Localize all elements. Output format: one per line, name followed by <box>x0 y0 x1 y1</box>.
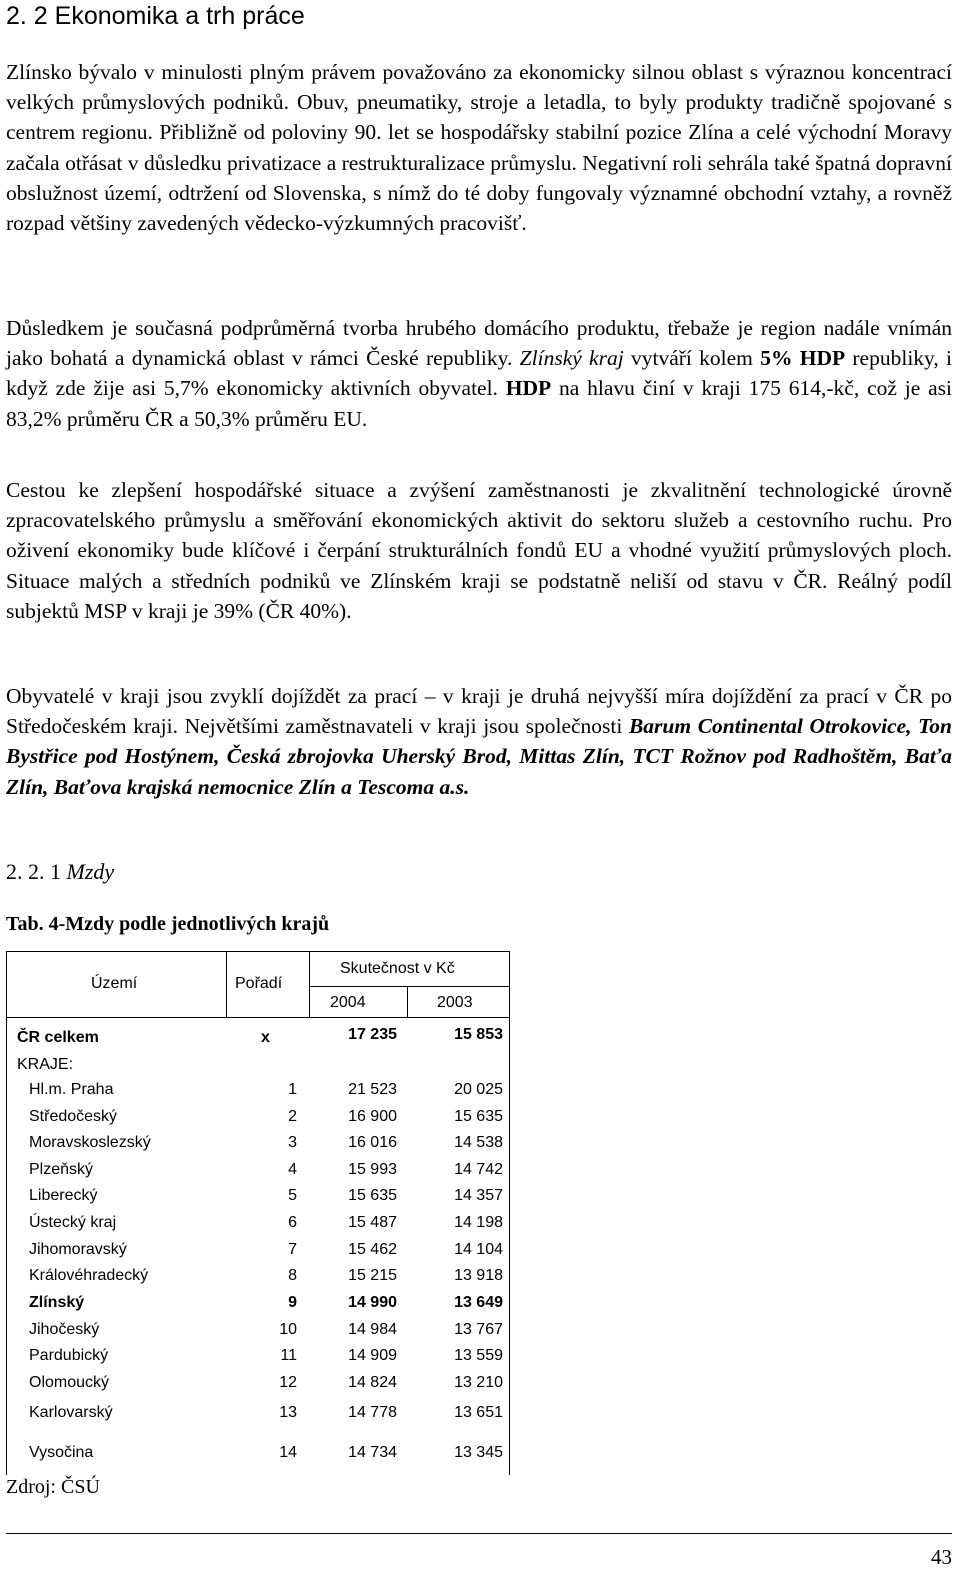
region-wage-2004: 15 993 <box>348 1161 397 1178</box>
region-wage-2004: 14 824 <box>348 1374 397 1391</box>
region-wage-2003: 13 210 <box>454 1374 503 1391</box>
region-wage-2004: 15 635 <box>348 1187 397 1204</box>
region-name: Olomoucký <box>29 1374 110 1391</box>
total-2004: 17 235 <box>348 1026 397 1043</box>
section-label: KRAJE: <box>17 1056 74 1073</box>
header-2003: 2003 <box>437 994 473 1011</box>
section-heading: 2. 2 Ekonomika a trh práce <box>6 2 305 30</box>
region-wage-2004: 14 734 <box>348 1444 397 1461</box>
paragraph-gdp <box>6 313 952 434</box>
header-actual: Skutečnost v Kč <box>340 960 455 977</box>
paragraph-text: Situace malých a středních podniků ve Zlínském kraji se podstatně neliší od stavu v ČR. <box>6 568 828 593</box>
region-wage-2003: 14 198 <box>454 1214 503 1231</box>
region-name: Liberecký <box>29 1187 98 1204</box>
region-wage-2004: 15 215 <box>348 1267 397 1284</box>
region-name: Karlovarský <box>29 1404 113 1421</box>
paragraph-economy-history <box>6 57 952 238</box>
region-wage-2003: 13 649 <box>454 1294 503 1311</box>
region-wage-2004: 21 523 <box>348 1081 397 1098</box>
region-wage-2004: 14 778 <box>348 1404 397 1421</box>
source-note: Zdroj: ČSÚ <box>6 1476 100 1498</box>
table-divider <box>226 952 227 1017</box>
paragraph-text: republiky, i když zde žije asi 5,7% ekonomicky aktivních obyvatel. <box>6 346 953 401</box>
region-wage-2003: 13 918 <box>454 1267 503 1284</box>
region-wage-2003: 13 345 <box>454 1444 503 1461</box>
region-rank: 13 <box>279 1404 297 1421</box>
region-rank: 2 <box>288 1108 297 1125</box>
paragraph-text: Cestou ke zlepšení hospodářské situace a zvýšení zaměstnanosti je zkvalitnění technologické úrovně zpracovatelského průmyslu a směřování ekonomických aktivit do sektoru služeb a cestovního ruchu. <box>6 478 952 533</box>
paragraph-improvement <box>6 475 952 626</box>
paragraph-text: Důsledkem je současná podprůměrná tvorba hrubého domácího produktu, třebaže je region nadále vnímán jako bohatá a dynamická oblast v rámci České republiky. <box>6 316 952 371</box>
region-rank: 12 <box>279 1374 297 1391</box>
region-name: Pardubický <box>29 1347 109 1364</box>
header-area: Území <box>91 975 138 992</box>
paragraph-italic: Zlínský kraj <box>519 346 624 371</box>
region-name: Zlínský <box>29 1294 85 1311</box>
header-rank: Pořadí <box>235 975 283 992</box>
region-rank: 6 <box>288 1214 297 1231</box>
region-rank: 14 <box>279 1444 297 1461</box>
region-wage-2004: 15 462 <box>348 1241 397 1258</box>
total-rank: x <box>261 1029 270 1046</box>
table-caption: Tab. 4-Mzdy podle jednotlivých krajů <box>6 913 330 935</box>
region-name: Jihomoravský <box>29 1241 127 1258</box>
region-wage-2003: 14 357 <box>454 1187 503 1204</box>
paragraph-bold: HDP <box>505 376 552 401</box>
region-name: Hl.m. Praha <box>29 1081 114 1098</box>
region-wage-2003: 20 025 <box>454 1081 503 1098</box>
wages-table <box>6 951 510 1475</box>
total-2003: 15 853 <box>454 1026 503 1043</box>
table-divider <box>309 952 310 1017</box>
region-name: Vysočina <box>29 1444 94 1461</box>
region-name: Jihočeský <box>29 1321 100 1338</box>
table-divider <box>407 986 408 1017</box>
region-rank: 10 <box>279 1321 297 1338</box>
region-name: Ústecký kraj <box>29 1214 117 1231</box>
region-wage-2003: 14 742 <box>454 1161 503 1178</box>
table-divider <box>7 1017 509 1018</box>
region-wage-2004: 16 900 <box>348 1108 397 1125</box>
paragraph-text: vytváří kolem <box>630 346 753 371</box>
paragraph-commuting <box>6 681 952 802</box>
region-rank: 8 <box>288 1267 297 1284</box>
region-wage-2003: 13 651 <box>454 1404 503 1421</box>
region-wage-2004: 15 487 <box>348 1214 397 1231</box>
region-wage-2004: 16 016 <box>348 1134 397 1151</box>
paragraph-text: na hlavu činí v kraji 175 614,-kč, což je asi 83,2% průměru ČR a 50,3% průměru EU. <box>6 376 952 431</box>
paragraph-text: Přibližně od poloviny 90. let se hospodářsky stabilní pozice Zlína a celé východní Moravy začala otřásat v důsledku privatizace a restrukturalizace průmyslu. <box>6 120 952 175</box>
region-wage-2003: 13 767 <box>454 1321 503 1338</box>
table-divider <box>309 986 509 987</box>
region-rank: 1 <box>288 1081 297 1098</box>
region-wage-2004: 14 990 <box>348 1294 397 1311</box>
paragraph-text: Negativní roli sehrála také špatná dopravní obslužnost území, odtržení od Slovenska, s nímž do té doby fungovaly významné obchodní vztahy, a rovněž rozpad většiny zavedených vědecko-výzkumných pracovišť. <box>6 150 952 236</box>
header-2004: 2004 <box>330 994 366 1011</box>
region-rank: 11 <box>280 1347 297 1364</box>
region-rank: 3 <box>288 1134 297 1151</box>
region-name: Plzeňský <box>29 1161 94 1178</box>
region-rank: 4 <box>288 1161 297 1178</box>
region-rank: 7 <box>288 1241 297 1258</box>
subsection-number: 2. 2. 1 <box>6 859 61 884</box>
total-name: ČR celkem <box>17 1029 99 1046</box>
paragraph-text: Obyvatelé v kraji jsou zvyklí dojíždět za prací – v kraji je druhá nejvyšší míra dojíždění za prací v ČR po Středočeském kraji. <box>6 684 952 739</box>
paragraph-bold: 5% HDP <box>760 346 846 371</box>
region-wage-2004: 14 909 <box>348 1347 397 1364</box>
paragraph-text: Zlínsko bývalo v minulosti plným právem považováno za ekonomicky silnou oblast s výraznou koncentrací velkých průmyslových podniků. Obuv, pneumatiky, stroje a letadla, to byly produkty tradičně spojované s centrem regionu. <box>6 60 952 145</box>
region-name: Královéhradecký <box>29 1267 149 1284</box>
page-number: 43 <box>931 1545 952 1569</box>
region-name: Moravskoslezský <box>29 1134 151 1151</box>
region-rank: 9 <box>288 1294 297 1311</box>
paragraph-text: Reálný podíl subjektů MSP v kraji je 39% (ČR 40%). <box>6 568 953 623</box>
region-wage-2004: 14 984 <box>348 1321 397 1338</box>
region-wage-2003: 13 559 <box>454 1347 503 1364</box>
region-name: Středočeský <box>29 1108 118 1125</box>
footer-divider <box>6 1533 952 1534</box>
region-wage-2003: 14 538 <box>454 1134 503 1151</box>
subsection-heading <box>6 857 114 887</box>
region-wage-2003: 14 104 <box>454 1241 503 1258</box>
paragraph-text: Největšími zaměstnavateli v kraji jsou společnosti <box>184 714 623 739</box>
region-rank: 5 <box>288 1187 297 1204</box>
region-wage-2003: 15 635 <box>454 1108 503 1125</box>
employers-list: Barum Continental Otrokovice, Ton Bystřice pod Hostýnem, Česká zbrojovka Uherský Brod, Mittas Zlín, TCT Rožnov pod Radhoštěm, Baťa Zlín, Baťova krajská nemocnice Zlín a Tescoma a.s. <box>6 714 952 799</box>
subsection-title: Mzdy <box>66 859 115 884</box>
paragraph-text: Pro oživení ekonomiky bude klíčové i čerpání strukturálních fondů EU a vhodné využití průmyslových ploch. <box>6 508 952 563</box>
